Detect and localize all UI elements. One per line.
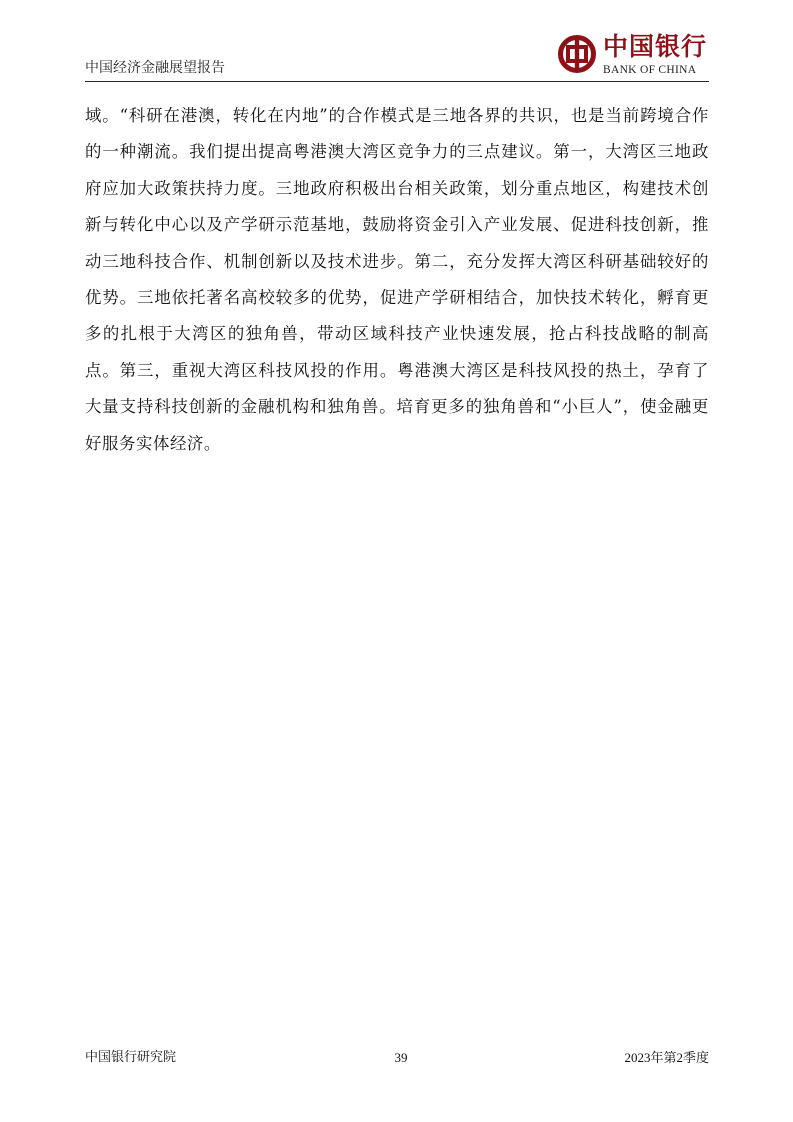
footer-period: 2023年第2季度 — [624, 1050, 709, 1065]
bank-logo — [557, 32, 709, 80]
page-header — [85, 28, 709, 84]
page-number: 39 — [394, 1050, 408, 1065]
footer-institute: 中国银行研究院 — [85, 1050, 177, 1065]
header-divider — [85, 81, 709, 82]
logo-english-name: BANK OF CHINA — [603, 64, 697, 76]
bank-of-china-emblem-icon — [557, 34, 597, 74]
report-title: 中国经济金融展望报告 — [85, 60, 225, 76]
body-paragraph: 域。“科研在港澳，转化在内地”的合作模式是三地各界的共识，也是当前跨境合作的一种潮流。我们提出提高粤港澳大湾区竞争力的三点建议。第一，大湾区三地政府应加大政策扶持力度。三地政府积极出台相关政策，划分重点地区，构建技术创新与转化中心以及产学研示范基地，鼓励将资金引入产业发展、促进科技创新，推动三地科技合作、机制创新以及技术进步。第二，充分发挥大湾区科研基础较好的优势。三地依托著名高校较多的优势，促进产学研相结合，加快技术转化，孵育更多的扎根于大湾区的独角兽，带动区域科技产业快速发展，抢占科技战略的制高点。第三，重视大湾区科技风投的作用。粤港澳大湾区是科技风投的热土，孕育了大量支持科技创新的金融机构和独角兽。培育更多的独角兽和“小巨人”，使金融更好服务实体经济。 — [85, 106, 709, 453]
logo-chinese-name: 中国银行 — [603, 32, 708, 61]
